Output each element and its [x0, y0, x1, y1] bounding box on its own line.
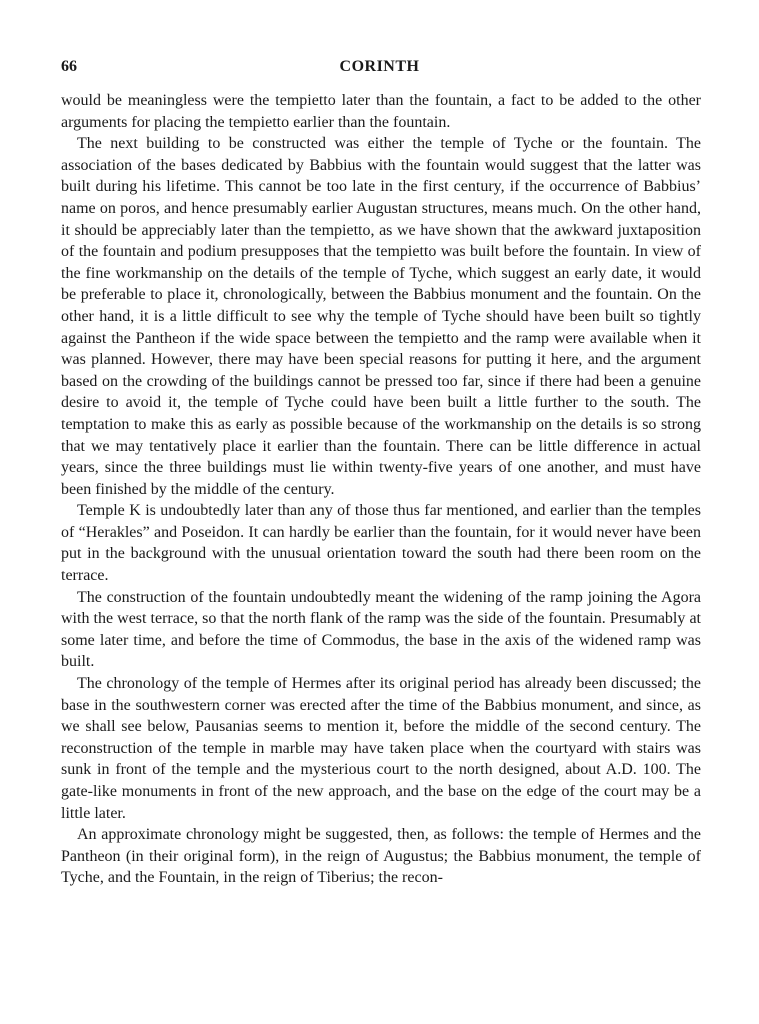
- paragraph-continued: would be meaningless were the tempietto later than the fountain, a fact to be added to the other arguments for placing the tempietto earlier than the fountain.: [61, 92, 701, 131]
- paragraph: Temple K is undoubtedly later than any of those thus far mentioned, and earlier than the temples of “Herakles” and Poseidon. It can hardly be earlier than the fountain, for it would never have been put in the background with the unusual orientation toward the south had there been room on the terrace.: [61, 502, 701, 585]
- page-header: [61, 58, 698, 80]
- paragraph: The next building to be constructed was either the temple of Tyche or the fountain. The association of the bases dedicated by Babbius with the fountain would suggest that the latter was built during his lifetime. This cannot be too late in the first century, if the occurrence of Babbius’ name on poros, and hence presumably earlier Augustan structures, means much. On the other hand, it should be appreciably later than the tempietto, as we have shown that the awkward juxtaposition of the fountain and podium presupposes that the tempietto was built before the fountain. In view of the fine workmanship on the details of the temple of Tyche, which suggest an early date, it would be preferable to place it, chronologically, between the Babbius monument and the fountain. On the other hand, it is a little difficult to see why the temple of Tyche should have been built so tightly against the Pantheon if the wide space between the tempietto and the ramp were available when it was planned. However, there may have been special reasons for putting it here, and the argument based on the crowding of the buildings cannot be pressed too far, since if there had been a genuine desire to avoid it, the temple of Tyche could have been built a little further to the south. The temptation to make this as early as possible because of the workmanship on the details is so strong that we may tentatively place it earlier than the fountain. There can be little difference in actual years, since the three buildings must lie within twenty-five years of one another, and must have been finished by the middle of the century.: [61, 135, 701, 498]
- body-text: [61, 90, 701, 889]
- page-number: 66: [61, 58, 77, 75]
- paragraph: An approximate chronology might be suggested, then, as follows: the temple of Hermes and the Pantheon (in their original form), in the reign of Augustus; the Babbius monument, the temple of Tyche, and the Fountain, in the reign of Tiberius; the recon-: [61, 826, 701, 887]
- paragraph: The chronology of the temple of Hermes after its original period has already been discussed; the base in the southwestern corner was erected after the time of the Babbius monument, and since, as we shall see below, Pausanias seems to mention it, before the middle of the second century. The reconstruction of the temple in marble may have taken place when the courtyard with stairs was sunk in front of the temple and the mysterious court to the north designed, about A.D. 100. The gate-like monuments in front of the new approach, and the base on the edge of the court may be a little later.: [61, 675, 701, 822]
- running-title: CORINTH: [339, 58, 420, 75]
- paragraph: The construction of the fountain undoubtedly meant the widening of the ramp joining the Agora with the west terrace, so that the north flank of the ramp was the side of the fountain. Presumably at some later time, and before the time of Commodus, the base in the axis of the widened ramp was built.: [61, 588, 701, 671]
